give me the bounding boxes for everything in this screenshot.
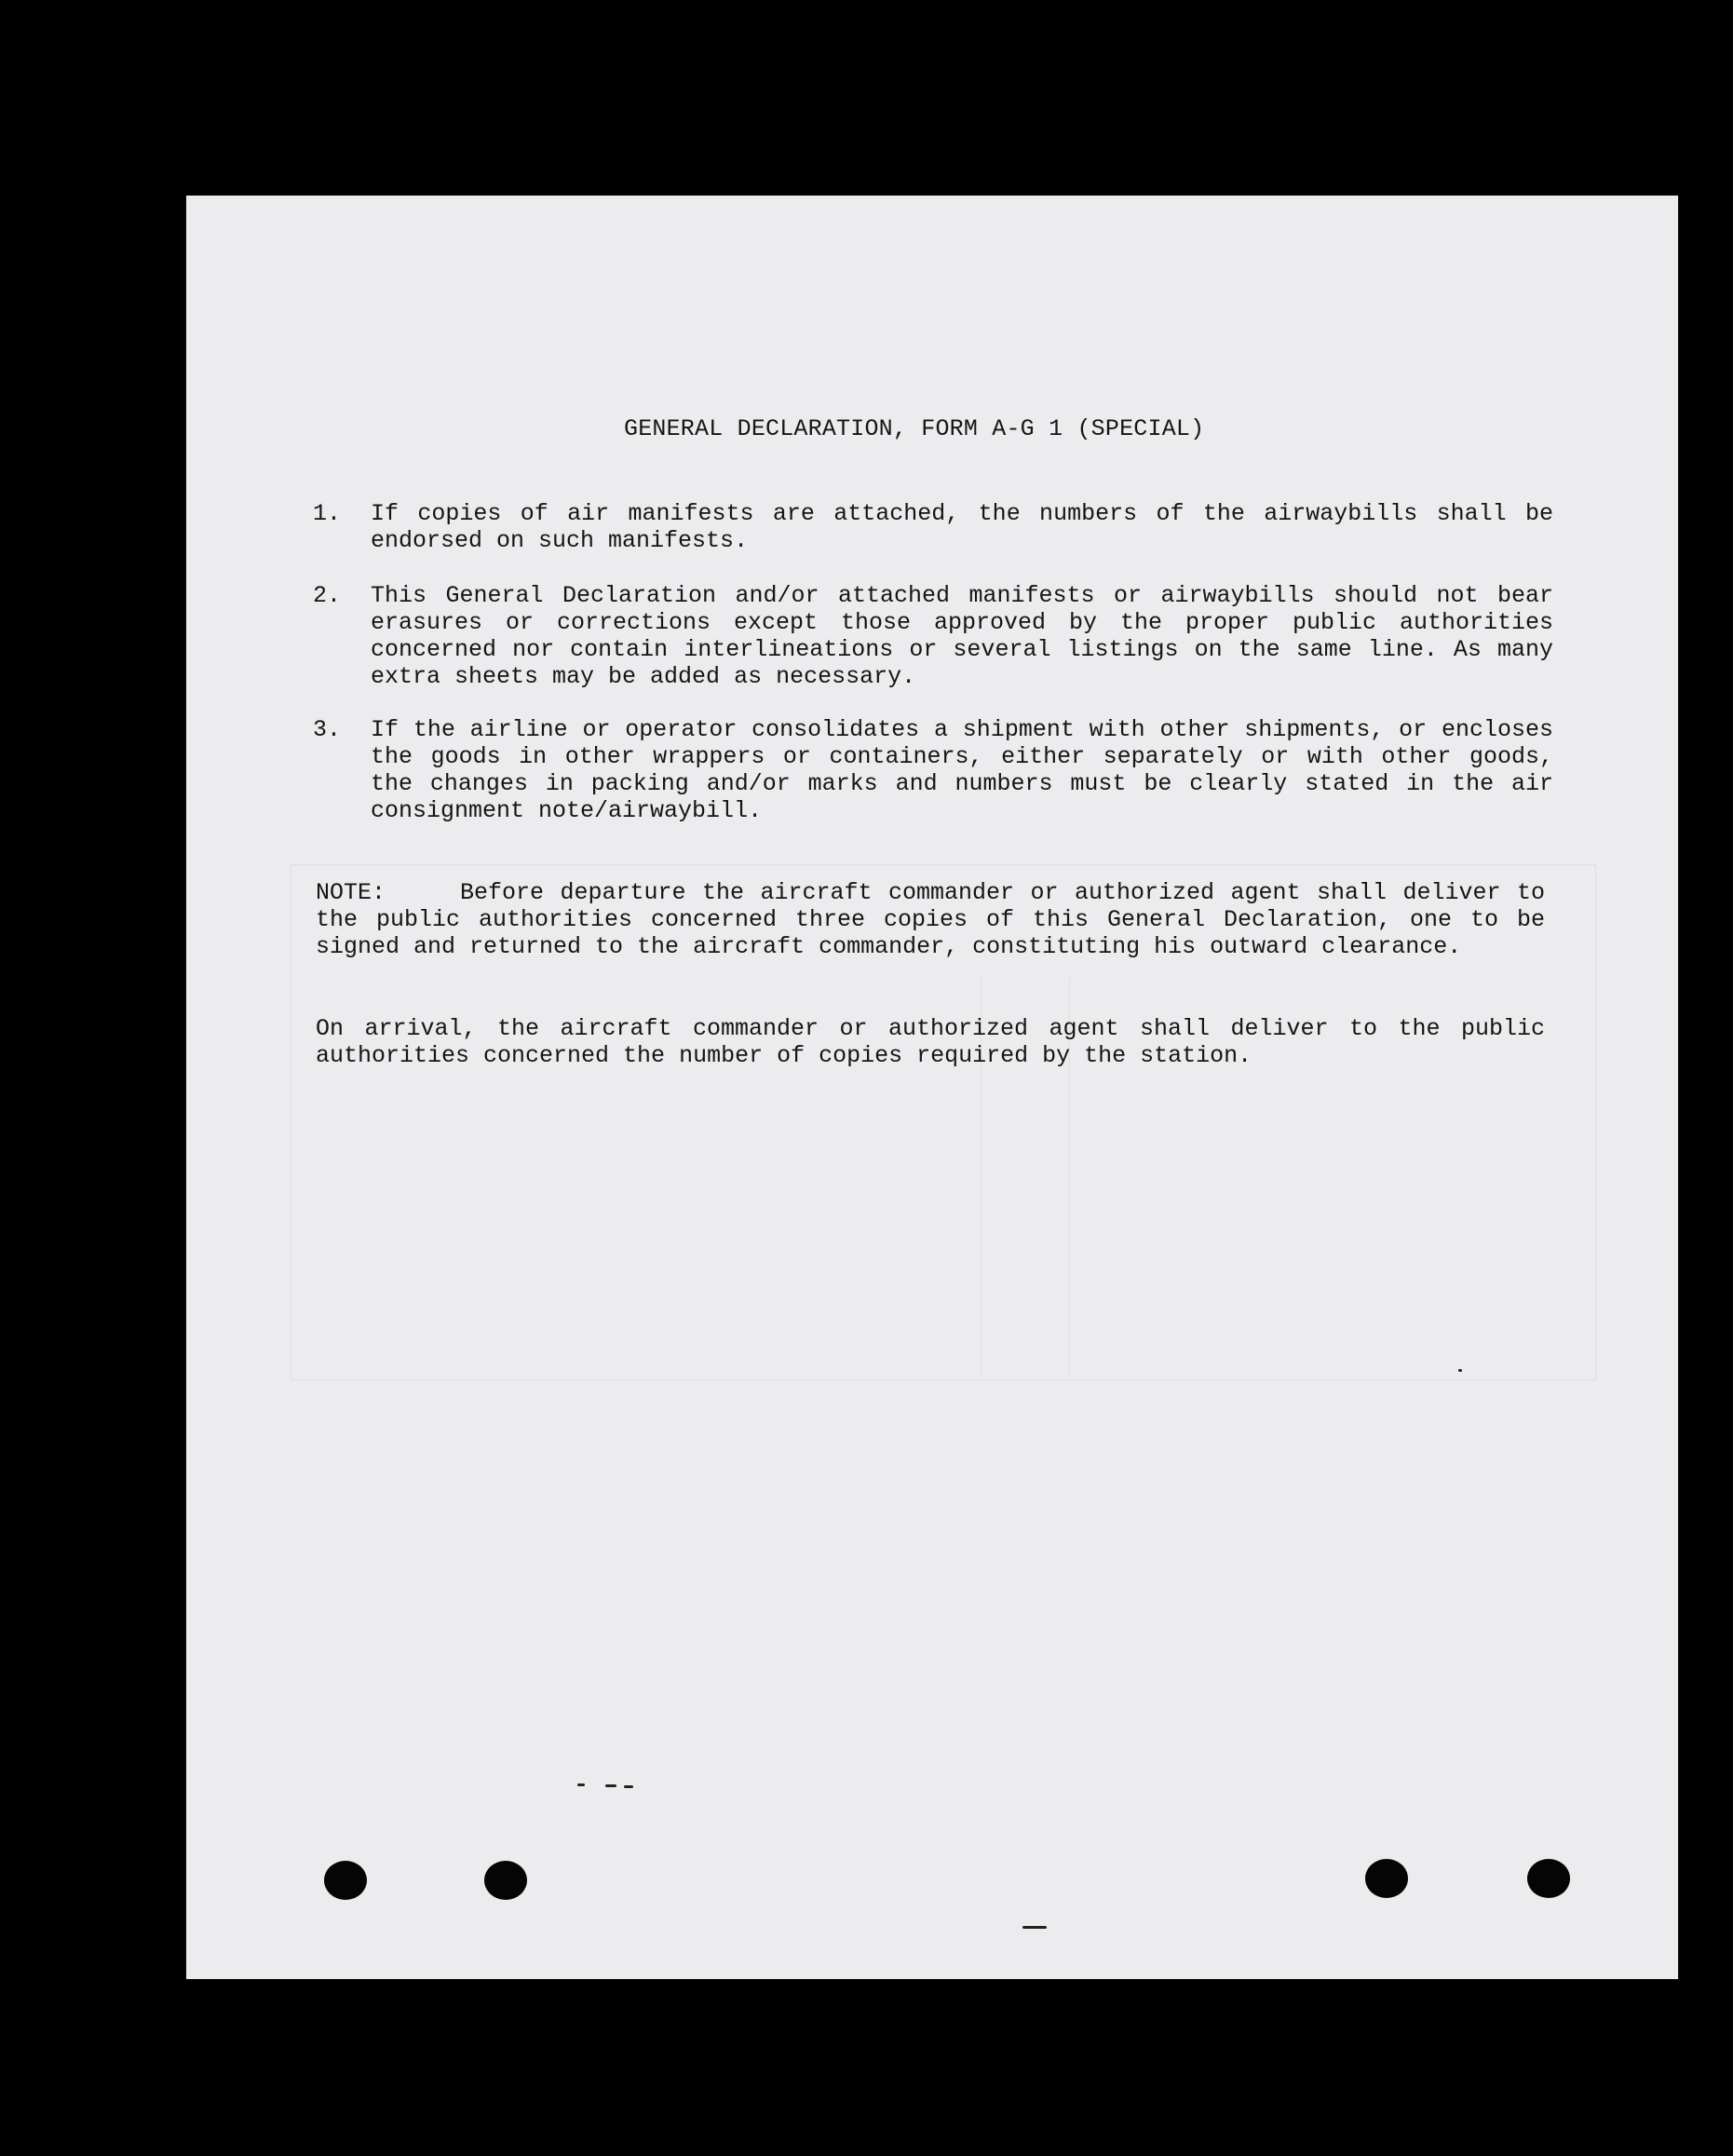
scan-speck [577, 1783, 585, 1786]
punch-hole [324, 1861, 367, 1900]
note-text: Before departure the aircraft commander or authorized agent shall deliver to the public authorities concerned three copies of this General Declaration, one to be signed and returned to the aircraft commander, constituting his outward clearance. [316, 879, 1545, 960]
arrival-paragraph: On arrival, the aircraft commander or authorized agent shall deliver to the public authorities concerned the number of copies required by the station. [316, 1015, 1545, 1069]
note-label: NOTE: [316, 879, 386, 906]
item-text: If copies of air manifests are attached, the numbers of the airwaybills shall be endorsed on such manifests. [371, 500, 1553, 554]
item-number: 1. [313, 500, 342, 527]
scan-speck [605, 1784, 616, 1787]
note-paragraph [316, 879, 1545, 960]
scan-speck [1022, 1926, 1047, 1929]
document-title: GENERAL DECLARATION, FORM A-G 1 (SPECIAL) [624, 415, 1205, 442]
document-body [186, 196, 1678, 1979]
punch-hole [1527, 1859, 1570, 1898]
scan-speck [1458, 1369, 1462, 1372]
item-text: If the airline or operator consolidates a shipment with other shipments, or encloses the goods in other wrappers or containers, either separately or with other goods, the changes in packing and/or marks and numbers must be clearly stated in the air consignment note/airwaybill. [371, 716, 1553, 824]
punch-hole [1365, 1859, 1408, 1898]
item-text: This General Declaration and/or attached manifests or airwaybills should not bear erasures or corrections except those approved by the proper public authorities concerned nor contain interlineations or several listings on the same line. As many extra sheets may be added as necessary. [371, 582, 1553, 690]
punch-hole [484, 1861, 527, 1900]
document-page [186, 196, 1678, 1979]
item-number: 2. [313, 582, 342, 609]
scan-speck [624, 1785, 633, 1788]
item-number: 3. [313, 716, 342, 743]
